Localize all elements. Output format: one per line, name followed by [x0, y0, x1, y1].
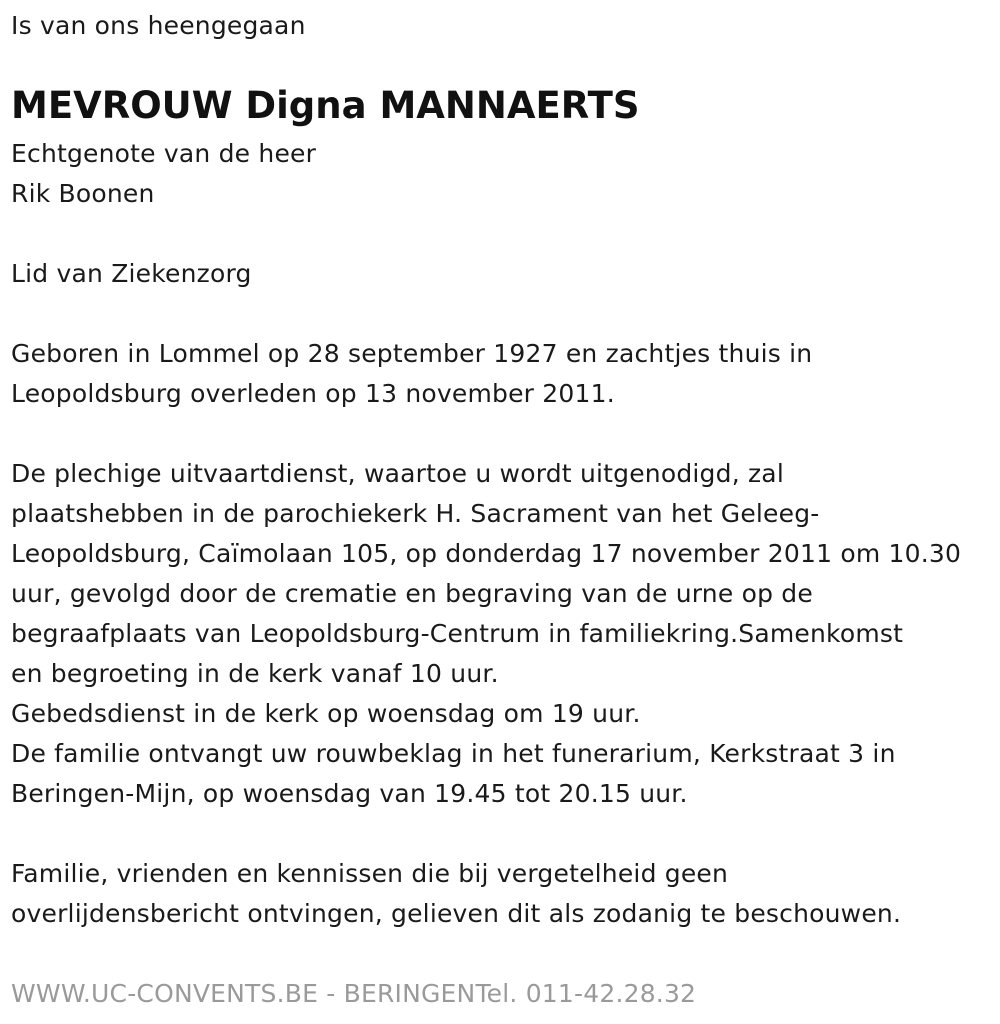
footer-credit: WWW.UC-CONVENTS.BE - BERINGENTel. 011-42.28.32 [11, 979, 697, 1008]
service-line: uur, gevolgd door de crematie en begraving van de urne op de [11, 579, 813, 608]
birth-death-line: Leopoldsburg overleden op 13 november 2011. [11, 379, 615, 408]
service-line: De familie ontvangt uw rouwbeklag in het funerarium, Kerkstraat 3 in [11, 739, 896, 768]
deceased-name: MEVROUW Digna MANNAERTS [11, 84, 640, 127]
membership-line: Lid van Ziekenzorg [11, 259, 252, 288]
service-line: Gebedsdienst in de kerk op woensdag om 19 uur. [11, 699, 641, 728]
service-block [11, 454, 961, 814]
service-line: plaatshebben in de parochiekerk H. Sacrament van het Geleeg- [11, 499, 820, 528]
spouse-block [11, 134, 316, 214]
notice-line: Familie, vrienden en kennissen die bij vergetelheid geen [11, 859, 729, 888]
birth-death-block [11, 334, 812, 414]
service-line: De plechige uitvaartdienst, waartoe u wordt uitgenodigd, zal [11, 459, 784, 488]
intro-text: Is van ons heengegaan [11, 11, 306, 40]
service-line: begraafplaats van Leopoldsburg-Centrum in familiekring.Samenkomst [11, 619, 904, 648]
service-line: Leopoldsburg, Caïmolaan 105, op donderdag 17 november 2011 om 10.30 [11, 539, 962, 568]
spouse-line: Rik Boonen [11, 179, 155, 208]
birth-death-line: Geboren in Lommel op 28 september 1927 en zachtjes thuis in [11, 339, 813, 368]
notice-line: overlijdensbericht ontvingen, gelieven dit als zodanig te beschouwen. [11, 899, 902, 928]
notice-block [11, 854, 901, 934]
membership-block [11, 254, 252, 294]
service-line: en begroeting in de kerk vanaf 10 uur. [11, 659, 499, 688]
spouse-line: Echtgenote van de heer [11, 139, 317, 168]
service-line: Beringen-Mijn, op woensdag van 19.45 tot 20.15 uur. [11, 779, 688, 808]
